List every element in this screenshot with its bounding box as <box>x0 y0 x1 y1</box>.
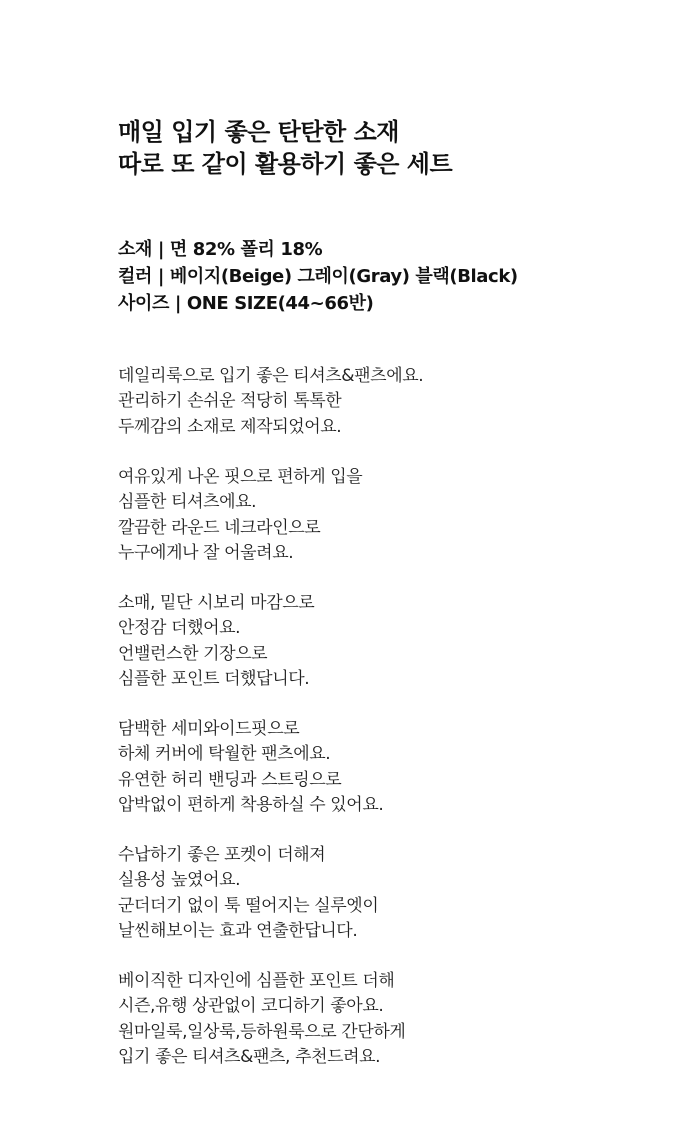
spec-color: 컬러 | 베이지(Beige) 그레이(Gray) 블랙(Black) <box>118 266 518 287</box>
description-line: 심플한 티셔츠에요. <box>118 492 257 513</box>
description-paragraph <box>118 843 678 944</box>
headline-line: 따로 또 같이 활용하기 좋은 세트 <box>118 150 453 178</box>
description-line: 데일리룩으로 입기 좋은 티셔츠&팬츠에요. <box>118 366 424 386</box>
description-line: 담백한 세미와이드핏으로 <box>118 719 300 739</box>
description-line: 수납하기 좋은 포켓이 더해져 <box>118 845 326 865</box>
description-line: 누구에게나 잘 어울려요. <box>118 542 294 563</box>
headline-line: 매일 입기 좋은 탄탄한 소재 <box>118 118 399 146</box>
description-line: 유연한 허리 밴딩과 스트링으로 <box>118 769 342 790</box>
description-line: 베이직한 디자인에 심플한 포인트 더해 <box>118 971 395 991</box>
description-line: 소매, 밑단 시보리 마감으로 <box>118 593 315 613</box>
product-specs <box>118 236 678 317</box>
description-paragraph <box>118 717 678 818</box>
description-line: 관리하기 손쉬운 적당히 톡톡한 <box>118 391 342 412</box>
spec-size: 사이즈 | ONE SIZE(44~66반) <box>118 293 374 314</box>
description-line: 하체 커버에 탁월한 팬츠에요. <box>118 744 331 765</box>
description-line: 언밸런스한 기장으로 <box>118 643 268 664</box>
description-paragraph <box>118 465 678 566</box>
description-line: 심플한 포인트 더했답니다. <box>118 668 310 689</box>
description-line: 시즌,유행 상관없이 코디하기 좋아요. <box>118 996 384 1017</box>
description-line: 날씬해보이는 효과 연출한답니다. <box>118 920 358 941</box>
description-line: 압박없이 편하게 착용하실 수 있어요. <box>118 794 384 815</box>
description-paragraph <box>118 969 678 1070</box>
description-line: 여유있게 나온 핏으로 편하게 입을 <box>118 467 363 487</box>
description-line: 깔끔한 라운드 네크라인으로 <box>118 517 321 538</box>
description-paragraph <box>118 364 678 440</box>
description-line: 두께감의 소재로 제작되었어요. <box>118 416 342 437</box>
description-line: 원마일룩,일상룩,등하원룩으로 간단하게 <box>118 1021 406 1042</box>
description-line: 군더더기 없이 툭 떨어지는 실루엣이 <box>118 895 379 916</box>
description-line: 안정감 더했어요. <box>118 618 241 639</box>
description-line: 입기 좋은 티셔츠&팬츠, 추천드려요. <box>118 1046 381 1067</box>
description-paragraph <box>118 591 678 692</box>
headline <box>118 116 678 180</box>
spec-material: 소재 | 면 82% 폴리 18% <box>118 239 323 260</box>
description-line: 실용성 높였어요. <box>118 870 241 891</box>
